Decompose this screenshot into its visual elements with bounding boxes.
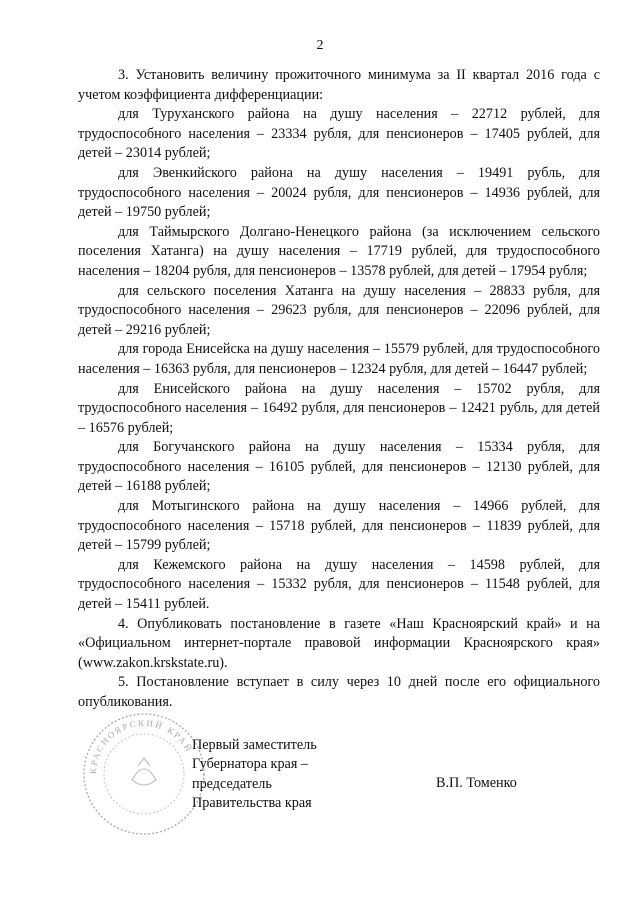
list-item: для сельского поселения Хатанга на душу населения – 28833 рубля, для трудоспособного населения – 29623 рубля, для пенсионеров – 22096 рублей, для детей – 29216 рублей;	[78, 282, 600, 338]
signatory-position-line: Губернатора края –	[192, 756, 309, 773]
list-item: для Таймырского Долгано-Ненецкого района (за исключением сельского поселения Хатанга) на душу населения – 17719 рублей, для трудоспособного населения – 18204 рубля, для пенсионеров – 13578 рублей, для детей – 17954 рубля;	[78, 223, 600, 279]
signatory-name: В.П. Томенко	[436, 775, 517, 791]
list-item: для Енисейского района на душу населения – 15702 рубля, для трудоспособного населения – 16492 рубля, для пенсионеров – 12421 рубль, для детей – 16576 рублей;	[78, 380, 600, 436]
signatory-position-line: Первый заместитель	[192, 737, 317, 753]
page-number: 2	[316, 38, 324, 53]
signatory-position-line: председатель	[192, 775, 272, 792]
list-item: для Эвенкийского района на душу населения – 19491 рубль, для трудоспособного населения – 20024 рубля, для пенсионеров – 14936 рублей, для детей – 19750 рублей;	[78, 164, 600, 221]
list-item: для Кежемского района на душу населения – 14598 рублей, для трудоспособного населения – 15332 рубля, для пенсионеров – 11548 рублей, для детей – 15411 рублей.	[78, 556, 600, 613]
official-seal-icon	[80, 710, 208, 838]
list-item: для Мотыгинского района на душу населения – 14966 рублей, для трудоспособного населения – 15718 рублей, для пенсионеров – 11839 рублей, для детей – 15799 рублей;	[78, 498, 600, 554]
signatory-position-line: Правительства края	[192, 795, 312, 812]
seal-text: КРАСНОЯРСКИЙ КРАЙ	[87, 717, 195, 775]
document-body	[78, 66, 600, 713]
list-item: для города Енисейска на душу населения – 15579 рублей, для трудоспособного населения – 16363 рубля, для пенсионеров – 12324 рубля, для детей – 16447 рублей;	[78, 341, 600, 377]
svg-text:КРАСНОЯРСКИЙ КРАЙ	[88, 718, 195, 774]
signatory-position	[192, 736, 317, 814]
list-item: для Туруханского района на душу населения – 22712 рублей, для трудоспособного населения – 23334 рубля, для пенсионеров – 17405 рублей, для детей – 23014 рублей;	[78, 106, 600, 162]
signature-block	[0, 717, 640, 826]
paragraph-5: 5. Постановление вступает в силу через 10 дней после его официального опубликования.	[78, 674, 600, 710]
paragraph-4: 4. Опубликовать постановление в газете «Наш Красноярский край» и на «Официальном интернет-портале правовой информации Красноярского края» (www.zakon.krskstate.ru).	[78, 615, 600, 671]
list-item: для Богучанского района на душу населения – 15334 рубля, для трудоспособного населения – 16105 рублей, для пенсионеров – 12130 рублей, для детей – 16188 рублей;	[78, 439, 600, 495]
paragraph-3-intro: 3. Установить величину прожиточного минимума за II квартал 2016 года с учетом коэффициента дифференциации:	[78, 67, 600, 103]
